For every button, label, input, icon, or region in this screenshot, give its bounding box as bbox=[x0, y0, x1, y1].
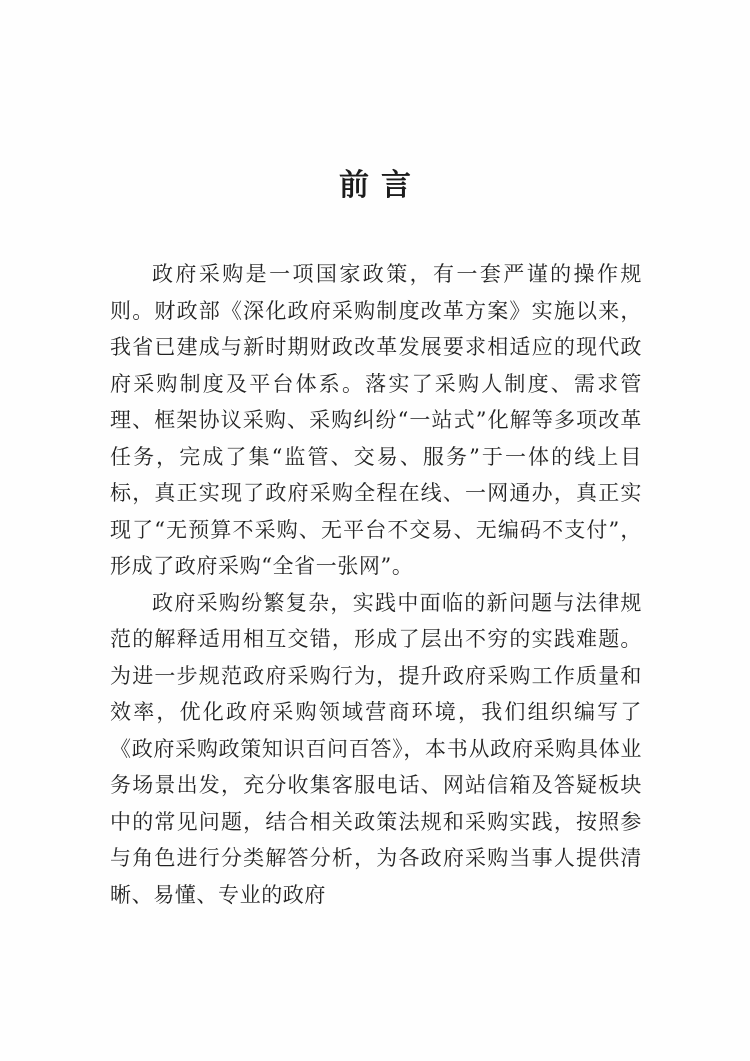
paragraph-1: 政府采购是一项国家政策，有一套严谨的操作规则。财政部《深化政府采购制度改革方案》实施以来，我省已建成与新时期财政改革发展要求相适应的现代政府采购制度及平台体系。落实了采购人制度、需求管理、框架协议采购、采购纠纷“一站式”化解等多项改革任务，完成了集“监管、交易、服务”于一体的线上目标，真正实现了政府采购全程在线、一网通办，真正实现了“无预算不采购、无平台不交易、无编码不支付”，形成了政府采购“全省一张网”。 bbox=[110, 262, 642, 578]
page-title: 前言 bbox=[339, 168, 423, 203]
body-text bbox=[110, 256, 642, 913]
paragraph-2: 政府采购纷繁复杂，实践中面临的新问题与法律规范的解释适用相互交错，形成了层出不穷的实践难题。为进一步规范政府采购行为，提升政府采购工作质量和效率，优化政府采购领域营商环境，我们组织编写了《政府采购政策知识百问百答》，本书从政府采购具体业务场景出发，充分收集客服电话、网站信箱及答疑板块中的常见问题，结合相关政策法规和采购实践，按照参与角色进行分类解答分析，为各政府采购当事人提供清晰、易懂、专业的政府 bbox=[110, 590, 642, 907]
